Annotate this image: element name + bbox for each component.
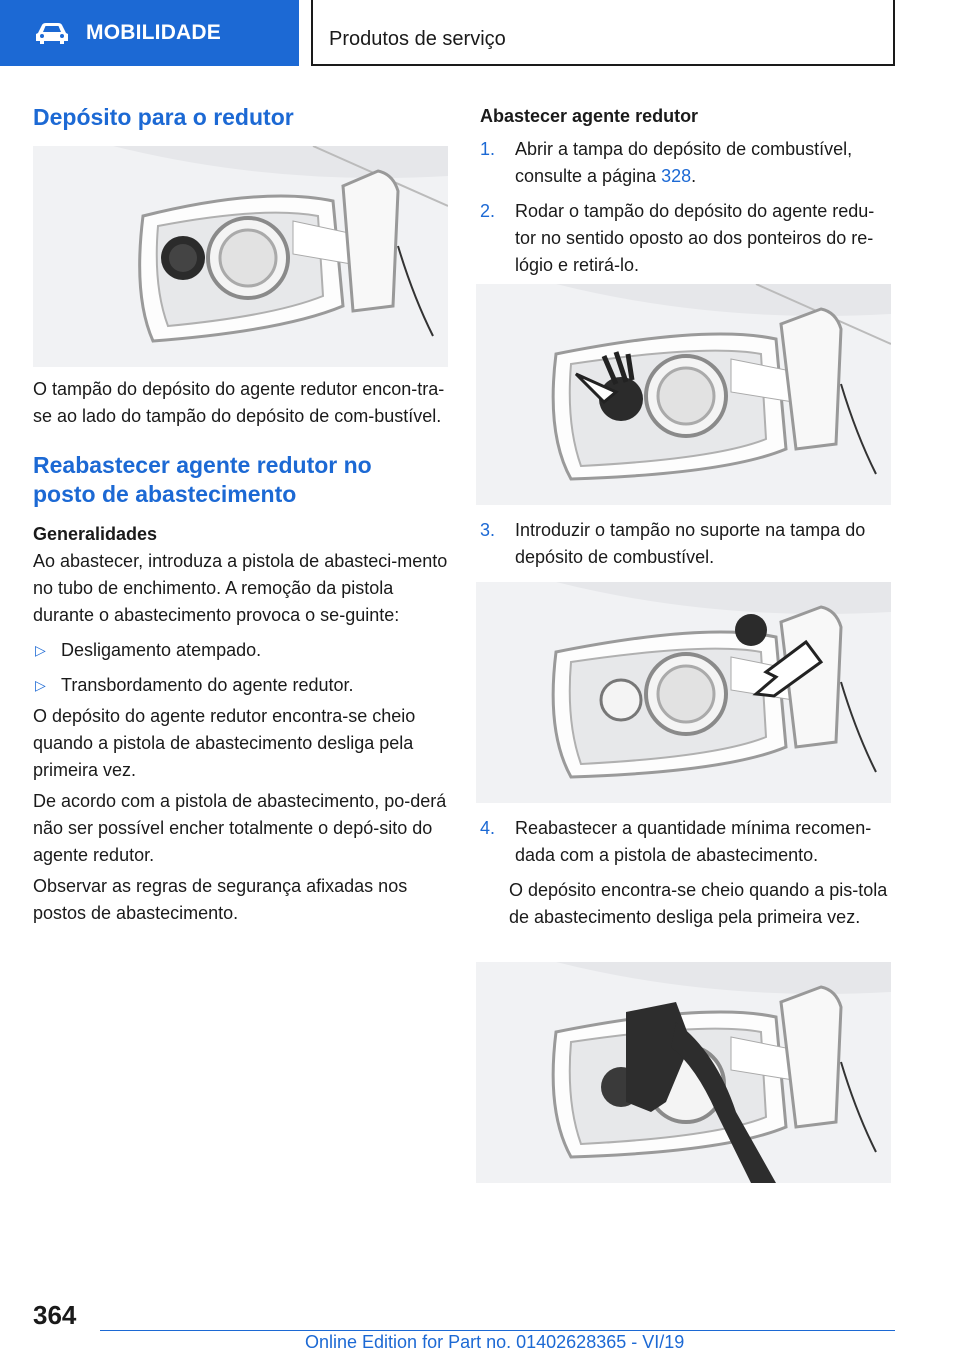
chapter-tab[interactable] (311, 0, 895, 66)
fuel-door-illustration (33, 146, 448, 367)
list-item: ▷ Desligamento atempado. (33, 637, 448, 664)
step-4: 4. Reabastecer a quantidade mínima recomen-dada com a pistola de abastecimento. (480, 818, 872, 865)
section-tab[interactable] (0, 0, 299, 66)
section-title: MOBILIDADE (86, 21, 221, 44)
step-4-note: O depósito encontra-se cheio quando a pis-tola de abastecimento desliga pela primeira vez. (509, 880, 888, 927)
right-step-3 (480, 517, 892, 571)
figure-caption: O tampão do depósito do agente redutor encon-tra-se ao lado do tampão do depósito de com-bustível. (33, 379, 445, 426)
footer-edition: Online Edition for Part no. 01402628365 - VI/19 (305, 1332, 685, 1352)
section-heading-refuel-line2: posto de abastecimento (33, 481, 297, 507)
step-1: 1. Abrir a tampa do depósito de combustível, consulte a página 328. (480, 139, 853, 186)
subheading-general: Generalidades (33, 524, 158, 544)
paragraph-full: O depósito do agente redutor encontra-se cheio quando a pistola de abastecimento desliga pela primeira vez. (33, 706, 416, 780)
paragraph-not-full: De acordo com a pistola de abastecimento, po-derá não ser possível encher totalmente o depó-sito do agente redutor. (33, 791, 447, 865)
right-column-top (480, 103, 892, 279)
page-number: 364 (33, 1300, 77, 1330)
intro-paragraph: Ao abastecer, introduza a pistola de abasteci-mento no tubo de enchimento. A remoção da pistola durante o abastecimento provoca o se-guinte: (33, 551, 448, 625)
left-column-top (33, 103, 448, 132)
chapter-title: Produtos de serviço (329, 28, 506, 50)
page-link[interactable]: 328 (661, 166, 692, 186)
step-3: 3. Introduzir o tampão no suporte na tampa do depósito de combustível. (480, 520, 866, 567)
figure-remove-cap (476, 284, 891, 505)
list-item: ▷ Transbordamento do agente redutor. (33, 672, 448, 699)
bullet-triangle-icon: ▷ (35, 642, 46, 658)
left-column-body (33, 376, 448, 927)
figure-store-cap (476, 582, 891, 803)
section-heading-refuel-line1: Reabastecer agente redutor no (33, 452, 372, 478)
car-icon (34, 21, 70, 45)
section-heading-reducer-tank: Depósito para o redutor (33, 104, 294, 130)
bullet-triangle-icon: ▷ (35, 677, 46, 693)
step-2: 2. Rodar o tampão do depósito do agente redu-tor no sentido oposto ao dos ponteiros do re-lógio e retirá-lo. (480, 201, 875, 275)
paragraph-safety: Observar as regras de segurança afixadas nos postos de abastecimento. (33, 876, 408, 923)
figure-tank-cap-location (33, 146, 448, 367)
right-step-4 (480, 815, 892, 931)
subheading-refuel-steps: Abastecer agente redutor (480, 106, 699, 126)
figure-refuel-nozzle (476, 962, 891, 1183)
footer-divider (100, 1330, 895, 1331)
